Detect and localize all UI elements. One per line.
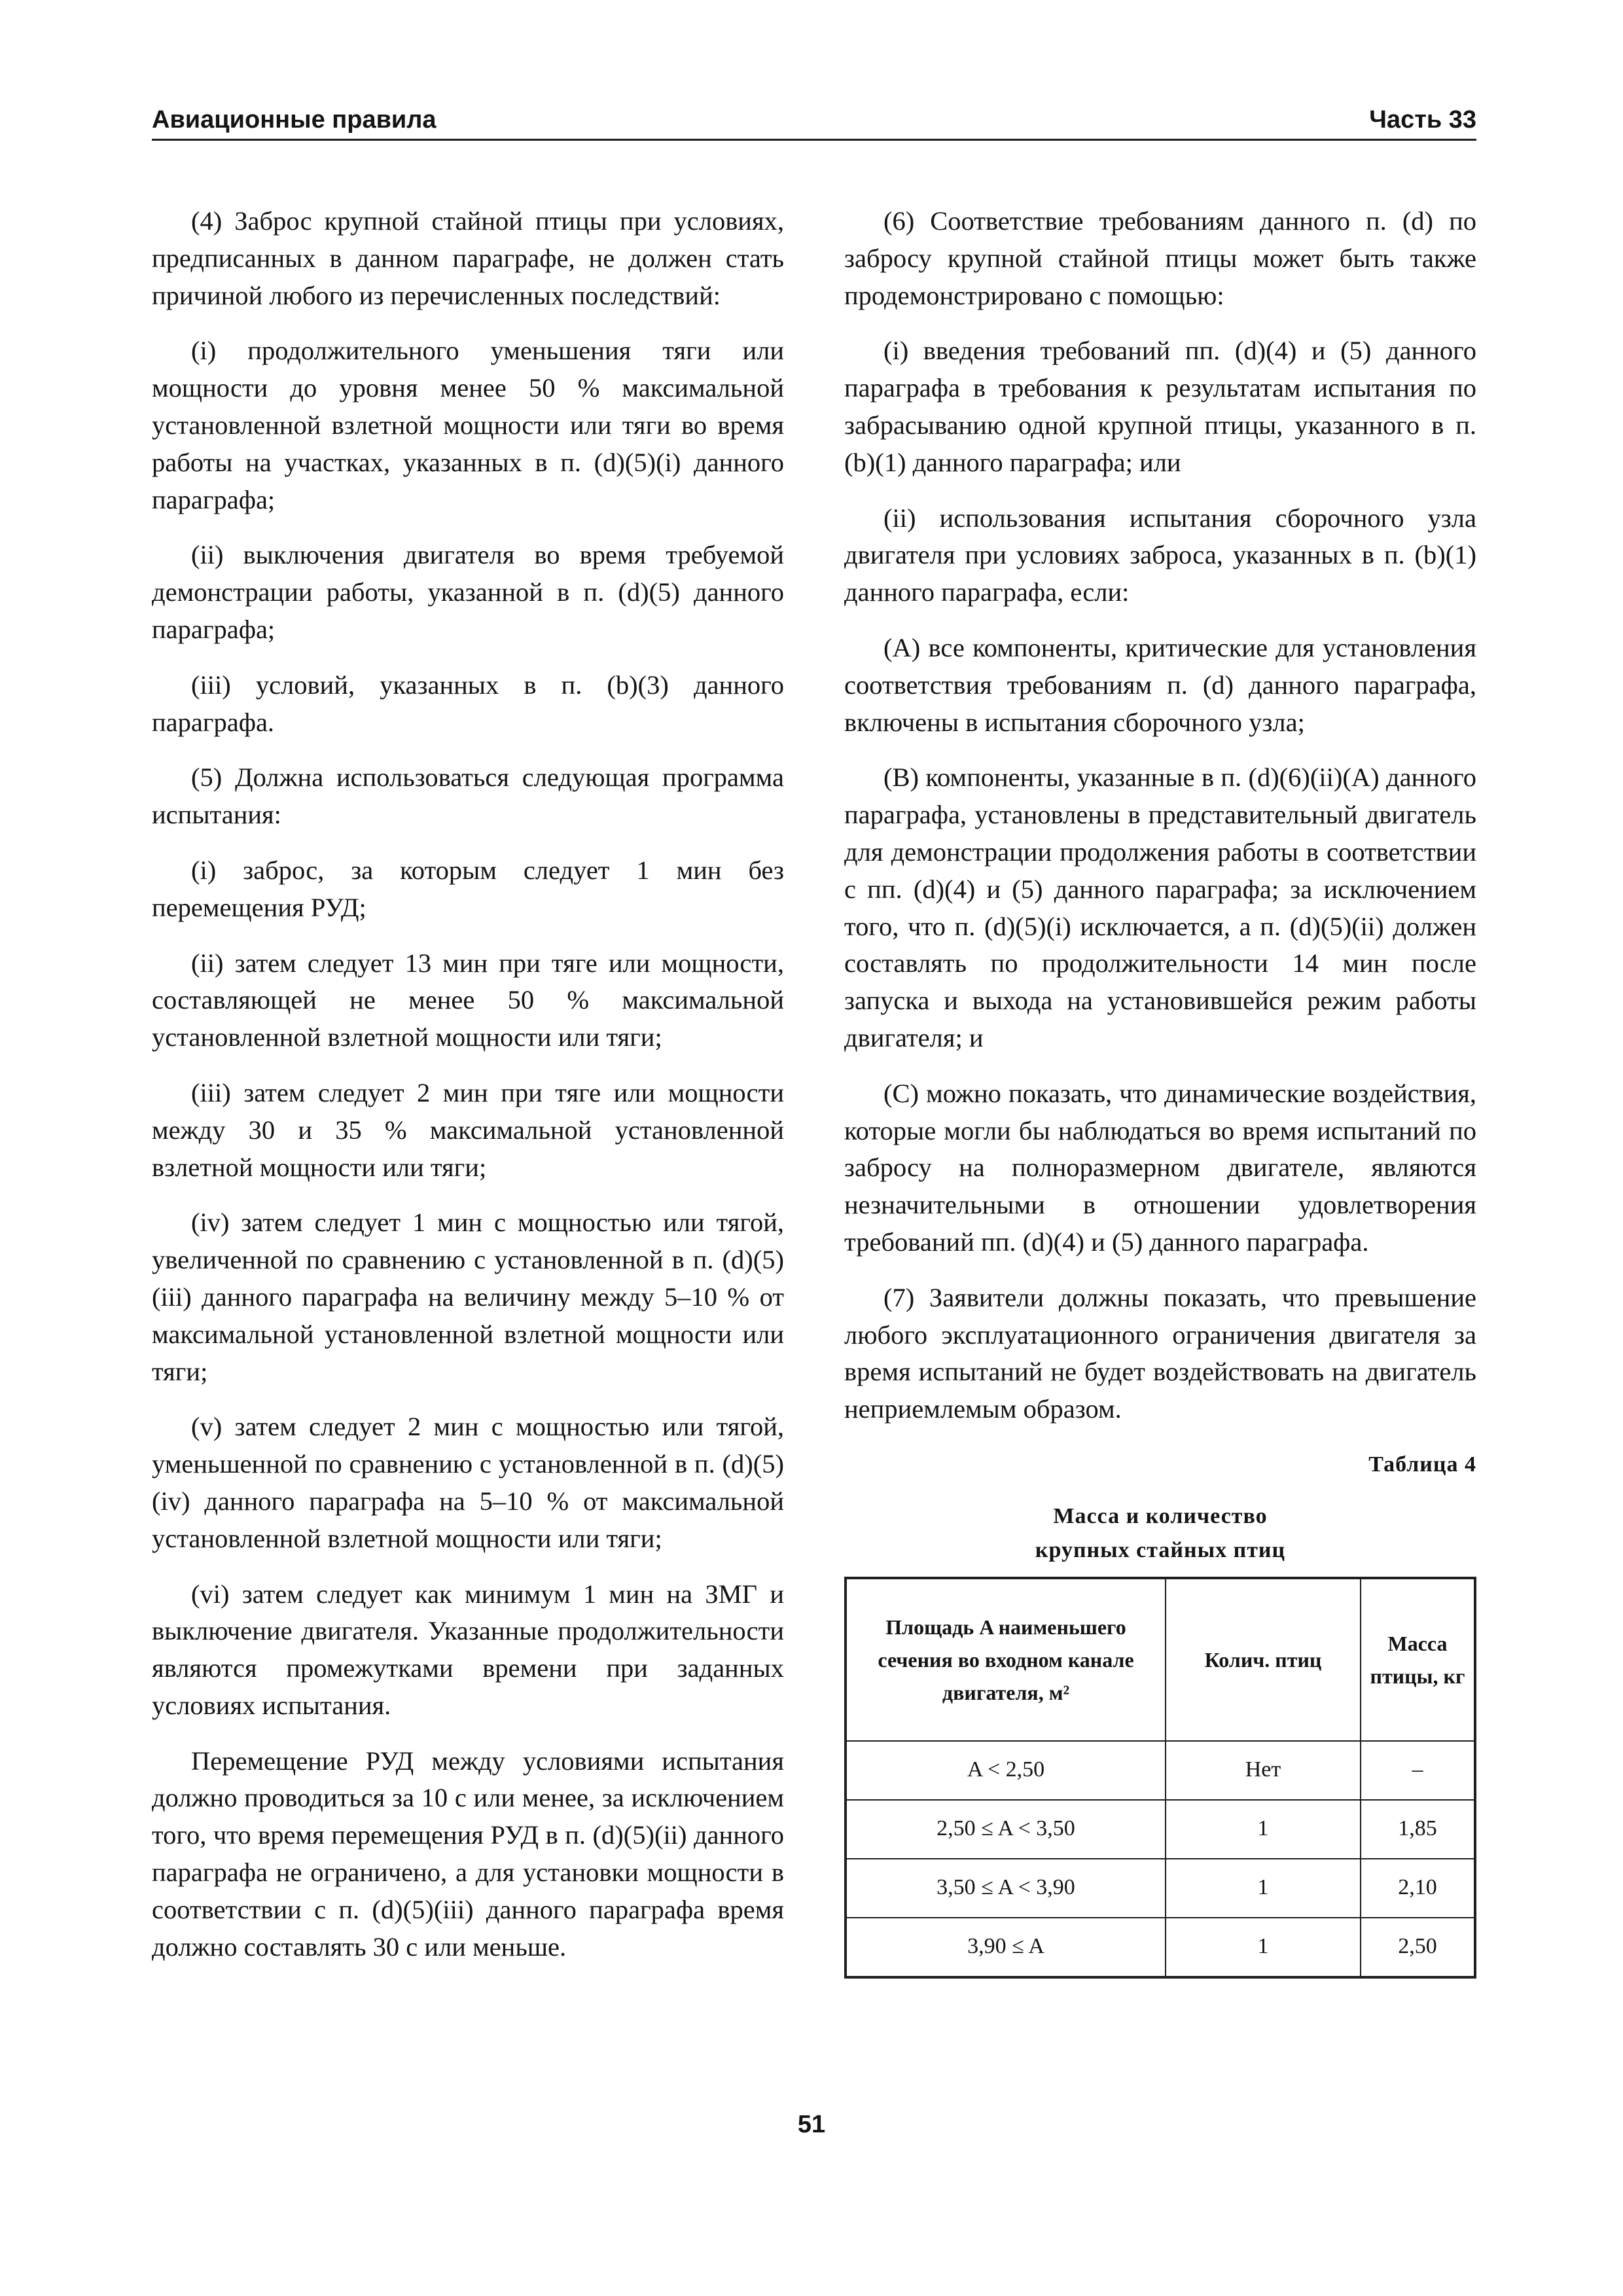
cell-mass: 2,50 bbox=[1361, 1918, 1475, 1977]
cell-count: 1 bbox=[1166, 1918, 1361, 1977]
header-part: Часть 33 bbox=[1369, 106, 1476, 134]
paragraph: (4) Заброс крупной стайной птицы при условиях, предписанных в данном параграфе, не должен стать причиной любого из перечисленных последствий: bbox=[152, 206, 784, 310]
paragraph: (C) можно показать, что динамические воздействия, которые могли бы наблюдаться во время испытаний по забросу на полноразмерном двигателе, являются незначительными в отношении удовлетворения требований пп. (d)(4) и (5) данного параграфа. bbox=[844, 1078, 1476, 1257]
paragraph: (6) Соответствие требованиям данного п. (d) по забросу крупной стайной птицы может быть также продемонстрировано с помощью: bbox=[844, 206, 1476, 310]
header-mass: Масса птицы, кг bbox=[1361, 1578, 1475, 1741]
paragraph: (7) Заявители должны показать, что превышение любого эксплуатационного ограничения двигателя за время испытаний не будет воздействовать на двигатель неприемлемым образом. bbox=[844, 1282, 1476, 1424]
paragraph: (A) все компоненты, критические для установления соответствия требованиям п. (d) данного параграфа, включены в испытания сборочного узла; bbox=[844, 632, 1476, 737]
right-column bbox=[844, 203, 1476, 1979]
paragraph: (vi) затем следует как минимум 1 мин на ЗМГ и выключение двигателя. Указанные продолжительности являются промежутками времени при заданных условиях испытания. bbox=[152, 1579, 784, 1720]
paragraph: (iv) затем следует 1 мин с мощностью или тягой, увеличенной по сравнению с установленной в п. (d)(5)(iii) данного параграфа на величину между 5–10 % от максимальной установленной взлетной мощности или тяги; bbox=[152, 1208, 784, 1386]
table-title bbox=[844, 1499, 1476, 1568]
paragraph: (i) продолжительного уменьшения тяги или мощности до уровня менее 50 % максимальной установленной взлетной мощности или тяги во время работы на участках, указанных в п. (d)(5)(i) данного параграфа; bbox=[152, 336, 784, 514]
paragraph: (iii) условий, указанных в п. (b)(3) данного параграфа. bbox=[152, 670, 784, 737]
paragraph: (ii) использования испытания сборочного узла двигателя при условиях заброса, указанных в п. (b)(1) данного параграфа, если: bbox=[844, 503, 1476, 607]
table-title-line: крупных стайных птиц bbox=[1035, 1537, 1286, 1562]
paragraph: (ii) выключения двигателя во время требуемой демонстрации работы, указанной в п. (d)(5) данного параграфа; bbox=[152, 540, 784, 644]
paragraph: Перемещение РУД между условиями испытания должно проводиться за 10 с или менее, за исключением того, что время перемещения РУД в п. (d)(5)(ii) данного параграфа не ограничено, а для установки мощности в соответствии с п. (d)(5)(iii) данного параграфа время должно составлять 30 с или меньше. bbox=[152, 1746, 784, 1962]
cell-count: 1 bbox=[1166, 1859, 1361, 1918]
header-title: Авиационные правила bbox=[152, 106, 437, 134]
paragraph: (iii) затем следует 2 мин при тяге или мощности между 30 и 35 % максимальной установленной взлетной мощности или тяги; bbox=[152, 1077, 784, 1182]
table-row bbox=[846, 1800, 1475, 1859]
cell-area: 3,50 ≤ A < 3,90 bbox=[846, 1859, 1166, 1918]
table-row bbox=[846, 1859, 1475, 1918]
paragraph: (B) компоненты, указанные в п. (d)(6)(ii)(A) данного параграфа, установлены в представительный двигатель для демонстрации продолжения работы в соответствии с пп. (d)(4) и (5) данного параграфа; за исключением того, что п. (d)(5)(i) исключается, а п. (d)(5)(ii) должен составлять по продолжительности 14 мин после запуска и выхода на установившейся режим работы двигателя; и bbox=[844, 762, 1476, 1052]
cell-count: Нет bbox=[1166, 1741, 1361, 1800]
page-header bbox=[152, 105, 1476, 141]
cell-mass: 1,85 bbox=[1361, 1800, 1475, 1859]
paragraph: (5) Должна использоваться следующая программа испытания: bbox=[152, 762, 784, 830]
cell-mass: 2,10 bbox=[1361, 1859, 1475, 1918]
page-number: 51 bbox=[797, 2111, 826, 2138]
cell-area: A < 2,50 bbox=[846, 1741, 1166, 1800]
table-row bbox=[846, 1918, 1475, 1977]
paragraph: (i) введения требований пп. (d)(4) и (5) данного параграфа в требования к результатам испытания по забрасыванию одной крупной птицы, указанного в п. (b)(1) данного параграфа; или bbox=[844, 336, 1476, 477]
header-area: Площадь A наименьшего сечения во входном канале двигателя, м² bbox=[846, 1578, 1166, 1741]
table-title-line: Масса и количество bbox=[1053, 1503, 1268, 1528]
bird-mass-table bbox=[844, 1577, 1476, 1979]
table-header-row bbox=[846, 1578, 1475, 1741]
table-caption: Таблица 4 bbox=[1368, 1452, 1476, 1477]
left-column bbox=[152, 203, 784, 1984]
paragraph: (ii) затем следует 13 мин при тяге или мощности, составляющей не менее 50 % максимальной установленной взлетной мощности или тяги; bbox=[152, 948, 784, 1052]
header-count: Колич. птиц bbox=[1166, 1578, 1361, 1741]
cell-count: 1 bbox=[1166, 1800, 1361, 1859]
cell-area: 3,90 ≤ A bbox=[846, 1918, 1166, 1977]
paragraph: (v) затем следует 2 мин с мощностью или тягой, уменьшенной по сравнению с установленной в п. (d)(5)(iv) данного параграфа на 5–10 % от максимальной установленной взлетной мощности или тяги; bbox=[152, 1412, 784, 1553]
paragraph: (i) заброс, за которым следует 1 мин без перемещения РУД; bbox=[152, 855, 784, 922]
table-row bbox=[846, 1741, 1475, 1800]
cell-area: 2,50 ≤ A < 3,50 bbox=[846, 1800, 1166, 1859]
cell-mass: – bbox=[1361, 1741, 1475, 1800]
